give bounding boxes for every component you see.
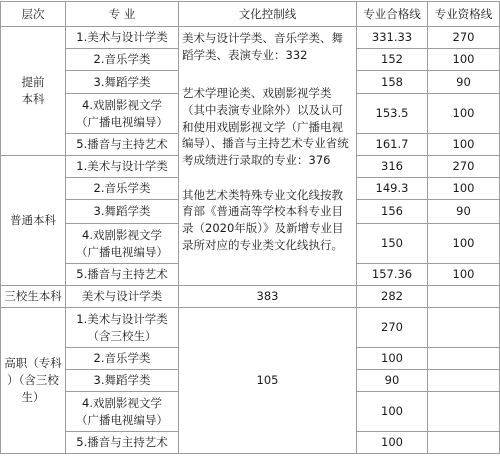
level-cell: 高职（专科 ）（含三校 生） <box>1 308 66 454</box>
qualify-value: 100 <box>357 432 428 454</box>
culture-line-value: 105 <box>179 308 357 454</box>
major-cell: 美术与设计学类 <box>66 286 179 308</box>
major-cell: 4.戏剧影视文学 （广播电视编导） <box>66 224 179 264</box>
qualify-value: 152 <box>357 49 428 71</box>
qualify-value: 270 <box>357 308 428 348</box>
major-cell: 4.戏剧影视文学 （广播电视编导） <box>66 94 179 134</box>
header-culture-line: 文化控制线 <box>179 2 357 27</box>
major-cell: 5.播音与主持艺术 <box>66 134 179 156</box>
header-major: 专 业 <box>66 2 179 27</box>
major-cell: 3.舞蹈学类 <box>66 370 179 392</box>
header-level: 层次 <box>1 2 66 27</box>
header-qualify-line: 专业合格线 <box>357 2 428 27</box>
culture-line-text <box>179 27 357 286</box>
qualify-value: 100 <box>357 348 428 370</box>
score-table <box>0 1 500 454</box>
culture-line-para-3: 其他艺术类特殊专业文化线按教育部《普通高等学校本科专业目录（2020年版）》及新增专业目录所对应的专业类文化线执行。 <box>182 187 344 252</box>
eligible-value: 270 <box>428 27 500 49</box>
header-row <box>1 2 500 27</box>
table-row <box>1 308 500 348</box>
eligible-value: 100 <box>428 94 500 134</box>
eligible-value <box>428 392 500 432</box>
culture-line-value: 383 <box>179 286 357 308</box>
major-cell: 1.美术与设计学类 <box>66 27 179 49</box>
qualify-value: 149.3 <box>357 178 428 200</box>
table-row <box>1 27 500 49</box>
table-row <box>1 286 500 308</box>
qualify-value: 316 <box>357 156 428 178</box>
qualify-value: 153.5 <box>357 94 428 134</box>
eligible-value: 90 <box>428 71 500 94</box>
major-cell: 5.播音与主持艺术 <box>66 432 179 454</box>
eligible-value: 100 <box>428 264 500 286</box>
eligible-value: 100 <box>428 49 500 71</box>
eligible-value <box>428 308 500 348</box>
major-cell: 1.美术与设计学类 （含三校生） <box>66 308 179 348</box>
major-cell: 3.舞蹈学类 <box>66 200 179 224</box>
major-cell: 2.音乐学类 <box>66 348 179 370</box>
eligible-value <box>428 348 500 370</box>
major-cell: 2.音乐学类 <box>66 178 179 200</box>
major-cell: 2.音乐学类 <box>66 49 179 71</box>
culture-line-para-1: 美术与设计学类、音乐学类、舞蹈学类、表演专业：332 <box>182 31 343 62</box>
major-cell: 4.戏剧影视文学 （广播电视编导） <box>66 392 179 432</box>
major-cell: 1.美术与设计学类 <box>66 156 179 178</box>
major-cell: 3.舞蹈学类 <box>66 71 179 94</box>
qualify-value: 282 <box>357 286 428 308</box>
culture-line-para-2: 艺术学理论类、戏剧影视学类（其中表演专业除外）以及认可和使用戏剧影视文学（广播电视编导）、播音与主持艺术专业省统考成绩进行录取的专业：376 <box>182 86 349 168</box>
major-cell: 5.播音与主持艺术 <box>66 264 179 286</box>
eligible-value: 100 <box>428 134 500 156</box>
qualify-value: 157.36 <box>357 264 428 286</box>
eligible-value: 100 <box>428 178 500 200</box>
qualify-value: 150 <box>357 224 428 264</box>
eligible-value: 270 <box>428 156 500 178</box>
eligible-value <box>428 370 500 392</box>
qualify-value: 161.7 <box>357 134 428 156</box>
eligible-value: 90 <box>428 200 500 224</box>
qualify-value: 90 <box>357 370 428 392</box>
eligible-value <box>428 432 500 454</box>
header-eligible-line: 专业资格线 <box>428 2 500 27</box>
level-cell: 提前 本科 <box>1 27 66 156</box>
eligible-value: 100 <box>428 224 500 264</box>
qualify-value: 331.33 <box>357 27 428 49</box>
level-cell: 三校生本科 <box>1 286 66 308</box>
qualify-value: 100 <box>357 392 428 432</box>
eligible-value <box>428 286 500 308</box>
level-cell: 普通本科 <box>1 156 66 286</box>
qualify-value: 156 <box>357 200 428 224</box>
qualify-value: 158 <box>357 71 428 94</box>
